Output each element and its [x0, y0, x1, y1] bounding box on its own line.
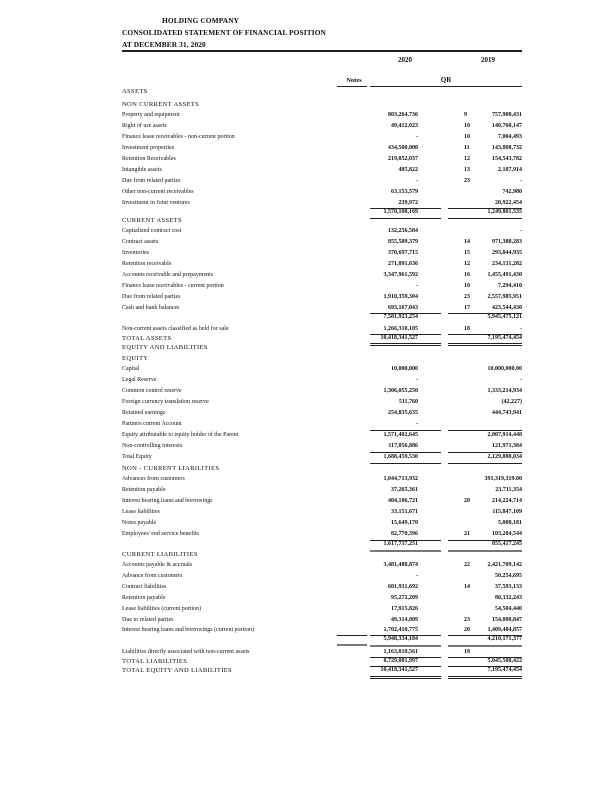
row-value-2019: 80,332,243 [495, 595, 522, 601]
table-row [122, 270, 522, 281]
row-note: 12 [464, 156, 470, 162]
row-value-2020: 63,153,579 [391, 189, 418, 195]
row-label: Common control reserve [122, 388, 182, 394]
total-equity-row [122, 452, 522, 463]
row-value-2020: 1,163,810,561 [383, 649, 418, 655]
row-label: Partners current Account [122, 421, 182, 427]
table-row [122, 154, 522, 165]
row-note: 15 [464, 250, 470, 256]
row-note: 11 [464, 145, 470, 151]
row-label: Due to related parties [122, 617, 174, 623]
row-label: Interest bearing loans and borrowings (current portion) [122, 627, 254, 633]
row-note: 14 [464, 239, 470, 245]
row-value-2019: 121,971,384 [492, 443, 522, 449]
row-value-2019: (42,227) [501, 399, 522, 405]
row-note: 12 [464, 261, 470, 267]
row-note: 18 [464, 649, 470, 655]
table-row [122, 441, 522, 452]
row-value-2019: 5,045,588,422 [487, 658, 522, 664]
row-note: 23 [464, 178, 470, 184]
row-value-2020: 1,617,737,251 [383, 541, 418, 547]
row-value-2019: - [520, 377, 522, 383]
row-value-2019: 757,908,431 [492, 112, 522, 118]
row-value-2020: 855,589,379 [388, 239, 418, 245]
row-label: TOTAL ASSETS [122, 335, 172, 342]
row-label: Retention payable [122, 487, 166, 493]
row-label: TOTAL EQUITY AND LIABILITIES [122, 667, 232, 674]
row-label: ASSETS [122, 88, 148, 95]
section-current-assets [122, 215, 522, 226]
row-value-2019: 140,760,147 [492, 123, 522, 129]
row-value-2020: 1,702,410,775 [383, 627, 418, 633]
subtotal-current-liabilities [122, 634, 522, 645]
row-value-2020: 1,570,108,169 [383, 209, 418, 215]
row-note: 21 [464, 531, 470, 537]
section-current-liabilities [122, 549, 522, 560]
row-value-2019: 2,557,985,951 [487, 294, 522, 300]
row-note: 23 [464, 294, 470, 300]
row-value-2019: 742,980 [502, 189, 522, 195]
row-label: TOTAL LIABILITIES [122, 658, 188, 665]
row-value-2020: 404,186,721 [388, 498, 418, 504]
row-label: Retained earnings [122, 410, 166, 416]
row-value-2020: 219,052,037 [388, 156, 418, 162]
row-value-2020: 1,306,055,250 [383, 388, 418, 394]
row-value-2020: 8,729,881,997 [383, 658, 418, 664]
row-label: Capitalized contract cost [122, 228, 182, 234]
row-value-2019: 23,711,354 [495, 487, 522, 493]
table-row [122, 121, 522, 132]
row-label: Advances from customers [122, 476, 185, 482]
row-label: Retention receivable [122, 261, 172, 267]
row-value-2020: 693,167,043 [388, 305, 418, 311]
row-value-2020: 49,412,023 [391, 123, 418, 129]
row-label: Finance lease receivables - non-current portion [122, 134, 235, 140]
table-row [122, 110, 522, 121]
double-rule [370, 676, 441, 679]
row-value-2019: 1,455,491,430 [487, 272, 522, 278]
row-value-2019: 154,543,782 [492, 156, 522, 162]
table-row [122, 582, 522, 593]
double-rule [448, 676, 522, 679]
table-row [122, 226, 522, 237]
row-label: Other non-current receivables [122, 189, 194, 195]
row-note: 14 [464, 584, 470, 590]
row-note: 18 [464, 326, 470, 332]
statement-title: CONSOLIDATED STATEMENT OF FINANCIAL POSITION [122, 28, 326, 37]
row-label: Lease liabilities [122, 509, 160, 515]
header-rule [122, 50, 522, 52]
row-value-2020: - [416, 283, 418, 289]
row-value-2020: - [416, 178, 418, 184]
row-value-2019: 4,210,171,377 [487, 636, 522, 642]
row-value-2020: 1,910,359,304 [383, 294, 418, 300]
row-note: 20 [464, 627, 470, 633]
row-label: EQUITY [122, 355, 149, 362]
row-value-2020: 803,264,736 [388, 112, 418, 118]
row-label: Accounts receivable and prepayments [122, 272, 214, 278]
row-value-2020: 7,581,923,254 [383, 314, 418, 320]
table-row [122, 518, 522, 529]
row-value-2019: 293,844,935 [492, 250, 522, 256]
row-value-2020: 33,151,671 [391, 509, 418, 515]
row-value-2019: 7,195,474,454 [487, 335, 522, 341]
row-value-2020: 10,418,341,527 [380, 335, 418, 341]
row-value-2020: 370,697,715 [388, 250, 418, 256]
row-value-2019: - [520, 326, 522, 332]
row-note: 10 [464, 283, 470, 289]
table-row [122, 386, 522, 397]
row-value-2020: 132,256,584 [388, 228, 418, 234]
table-row [122, 364, 522, 375]
column-notes: Notes [346, 77, 362, 84]
row-value-2019: 423,544,430 [492, 305, 522, 311]
row-value-2019: 37,593,133 [495, 584, 522, 590]
row-note: 10 [464, 123, 470, 129]
row-note: 13 [464, 167, 470, 173]
row-note: 16 [464, 272, 470, 278]
row-value-2019: 2,129,888,034 [487, 454, 522, 460]
row-value-2019: 54,504,440 [495, 606, 522, 612]
row-label: NON CURRENT ASSETS [122, 101, 200, 108]
row-value-2019: 7,195,474,454 [487, 667, 522, 673]
company-name: HOLDING COMPANY [162, 16, 240, 25]
row-value-2020: 3,481,488,874 [383, 562, 418, 568]
table-row [122, 259, 522, 270]
row-label: Intangible assets [122, 167, 162, 173]
row-note: 23 [464, 617, 470, 623]
row-label: Total Equity [122, 454, 152, 460]
table-row [122, 165, 522, 176]
row-label: Finance lease receivables - current portion [122, 283, 224, 289]
row-label: Non-current assets classified as held for sale [122, 326, 229, 332]
column-year-current: 2020 [398, 56, 412, 64]
row-label: Property and equipment [122, 112, 180, 118]
row-value-2020: 5,948,334,184 [383, 636, 418, 642]
row-value-2020: 254,835,635 [388, 410, 418, 416]
row-value-2019: 855,417,245 [492, 541, 522, 547]
row-value-2020: 434,500,000 [388, 145, 418, 151]
table-row [122, 604, 522, 615]
row-value-2019: 1,333,214,934 [487, 388, 522, 394]
row-label: Investment properties [122, 145, 175, 151]
table-row [122, 132, 522, 143]
row-label: Contract assets [122, 239, 159, 245]
row-value-2019: 971,380,283 [492, 239, 522, 245]
row-label: Cash and bank balances [122, 305, 180, 311]
row-value-2019: 391,319,319.00 [484, 476, 522, 482]
row-value-2020: 10,000,000 [391, 366, 418, 372]
table-row [122, 419, 522, 430]
row-label: CURRENT ASSETS [122, 217, 182, 224]
row-value-2019: 20,922,454 [495, 200, 522, 206]
row-value-2019: 103,284,544 [492, 531, 522, 537]
table-row [122, 496, 522, 507]
row-label: Inventories [122, 250, 149, 256]
row-value-2019: 2,421,709,142 [487, 562, 522, 568]
row-value-2019: 1,249,801,535 [487, 209, 522, 215]
row-label: Capital [122, 366, 140, 372]
row-label: Liabilities directly associated with non-current assets [122, 649, 250, 655]
row-label: Interest bearing loans and borrowings [122, 498, 213, 504]
table-row [122, 485, 522, 496]
table-row [122, 571, 522, 582]
row-label: NON - CURRENT LIABILITIES [122, 465, 220, 472]
row-label: Due from related parties [122, 294, 181, 300]
row-value-2020: 239,972 [398, 200, 418, 206]
section-equity [122, 353, 522, 364]
row-value-2019: 5,945,475,121 [487, 314, 522, 320]
table-row [122, 292, 522, 303]
row-value-2020: 17,915,826 [391, 606, 418, 612]
equity-attributable-row [122, 430, 522, 441]
row-value-2020: 95,272,209 [391, 595, 418, 601]
row-label: Foreign currency translation reserve [122, 399, 209, 405]
row-note: 20 [464, 498, 470, 504]
row-value-2020: - [416, 573, 418, 579]
subtotal-current-assets [122, 312, 522, 323]
row-value-2020: 601,931,692 [388, 584, 418, 590]
row-value-2020: 117,056,886 [388, 443, 418, 449]
row-label: Notes payable [122, 520, 157, 526]
table-row [122, 143, 522, 154]
row-note: 10 [464, 134, 470, 140]
table-row [122, 176, 522, 187]
row-value-2020: 1,688,459,530 [383, 454, 418, 460]
column-currency: QR [440, 76, 452, 84]
table-row [122, 593, 522, 604]
row-value-2020: 37,265,361 [391, 487, 418, 493]
row-value-2019: 2,007,914,448 [487, 432, 522, 438]
row-value-2020: - [416, 377, 418, 383]
row-value-2020: 82,770,396 [391, 531, 418, 537]
row-value-2020: 271,891,636 [388, 261, 418, 267]
row-value-2020: 1,266,310,105 [383, 326, 418, 332]
table-row [122, 375, 522, 386]
table-row [122, 507, 522, 518]
row-label: Investment in Joint ventures [122, 200, 190, 206]
row-value-2020: - [416, 421, 418, 427]
row-value-2019: 5,008,181 [498, 520, 522, 526]
statement-date: AT DECEMBER 31, 2020 [122, 40, 206, 49]
row-value-2019: 7,294,410 [498, 283, 522, 289]
row-label: Retention payable [122, 595, 166, 601]
row-label: Retention Receivables [122, 156, 176, 162]
row-value-2019: 50,254,695 [495, 573, 522, 579]
row-value-2020: 511,760 [398, 399, 418, 405]
row-label: CURRENT LIABILITIES [122, 551, 198, 558]
row-label: Non-controlling interests [122, 443, 183, 449]
table-row [122, 248, 522, 259]
table-row [122, 187, 522, 198]
row-value-2019: 143,808,732 [492, 145, 522, 151]
row-value-2020: 485,822 [398, 167, 418, 173]
row-value-2020: 49,314,809 [391, 617, 418, 623]
row-value-2020: 15,649,170 [391, 520, 418, 526]
section-non-current-liabilities [122, 463, 522, 474]
table-row [122, 237, 522, 248]
row-value-2019: 214,224,714 [492, 498, 522, 504]
row-label: Lease liabilities (current portion) [122, 606, 202, 612]
table-row [122, 281, 522, 292]
row-label: Employees' end service benefits [122, 531, 199, 537]
row-label: Equity attributable to equity holder of the Parent [122, 432, 239, 438]
row-label: Right of use assets [122, 123, 167, 129]
column-year-prior: 2019 [481, 56, 495, 64]
row-value-2020: 1,571,402,645 [383, 432, 418, 438]
section-assets [122, 86, 522, 97]
row-value-2019: - [520, 228, 522, 234]
row-value-2019: 444,743,941 [492, 410, 522, 416]
table-row [122, 397, 522, 408]
row-value-2019: - [520, 178, 522, 184]
notes-rule [337, 644, 367, 646]
row-value-2019: 2,107,914 [498, 167, 522, 173]
row-value-2019: 154,088,847 [492, 617, 522, 623]
row-value-2019: 234,131,282 [492, 261, 522, 267]
row-value-2019: 1,409,484,857 [487, 627, 522, 633]
row-value-2020: 3,347,961,592 [383, 272, 418, 278]
row-value-2020: 10,418,341,527 [380, 667, 418, 673]
row-note: 22 [464, 562, 470, 568]
table-row [122, 408, 522, 419]
row-note: 9 [464, 112, 467, 118]
total-equity-and-liabilities-row [122, 665, 522, 676]
row-value-2020: - [416, 134, 418, 140]
row-label: EQUITY AND LIABILITIES [122, 344, 208, 351]
section-equity-and-liabilities [122, 342, 522, 353]
row-label: Legal Reserve [122, 377, 157, 383]
row-value-2019: 115,847,109 [492, 509, 522, 515]
row-label: Contract liabilities [122, 584, 167, 590]
row-value-2019: 7,004,493 [498, 134, 522, 140]
row-label: Accounts payable & accruals [122, 562, 193, 568]
row-label: Due from related parties [122, 178, 181, 184]
row-note: 17 [464, 305, 470, 311]
row-label: Advance from customers [122, 573, 183, 579]
section-non-current-assets [122, 99, 522, 110]
row-value-2019: 10,000,000.00 [487, 366, 522, 372]
row-value-2020: 1,044,713,932 [383, 476, 418, 482]
table-row [122, 474, 522, 485]
table-row [122, 560, 522, 571]
